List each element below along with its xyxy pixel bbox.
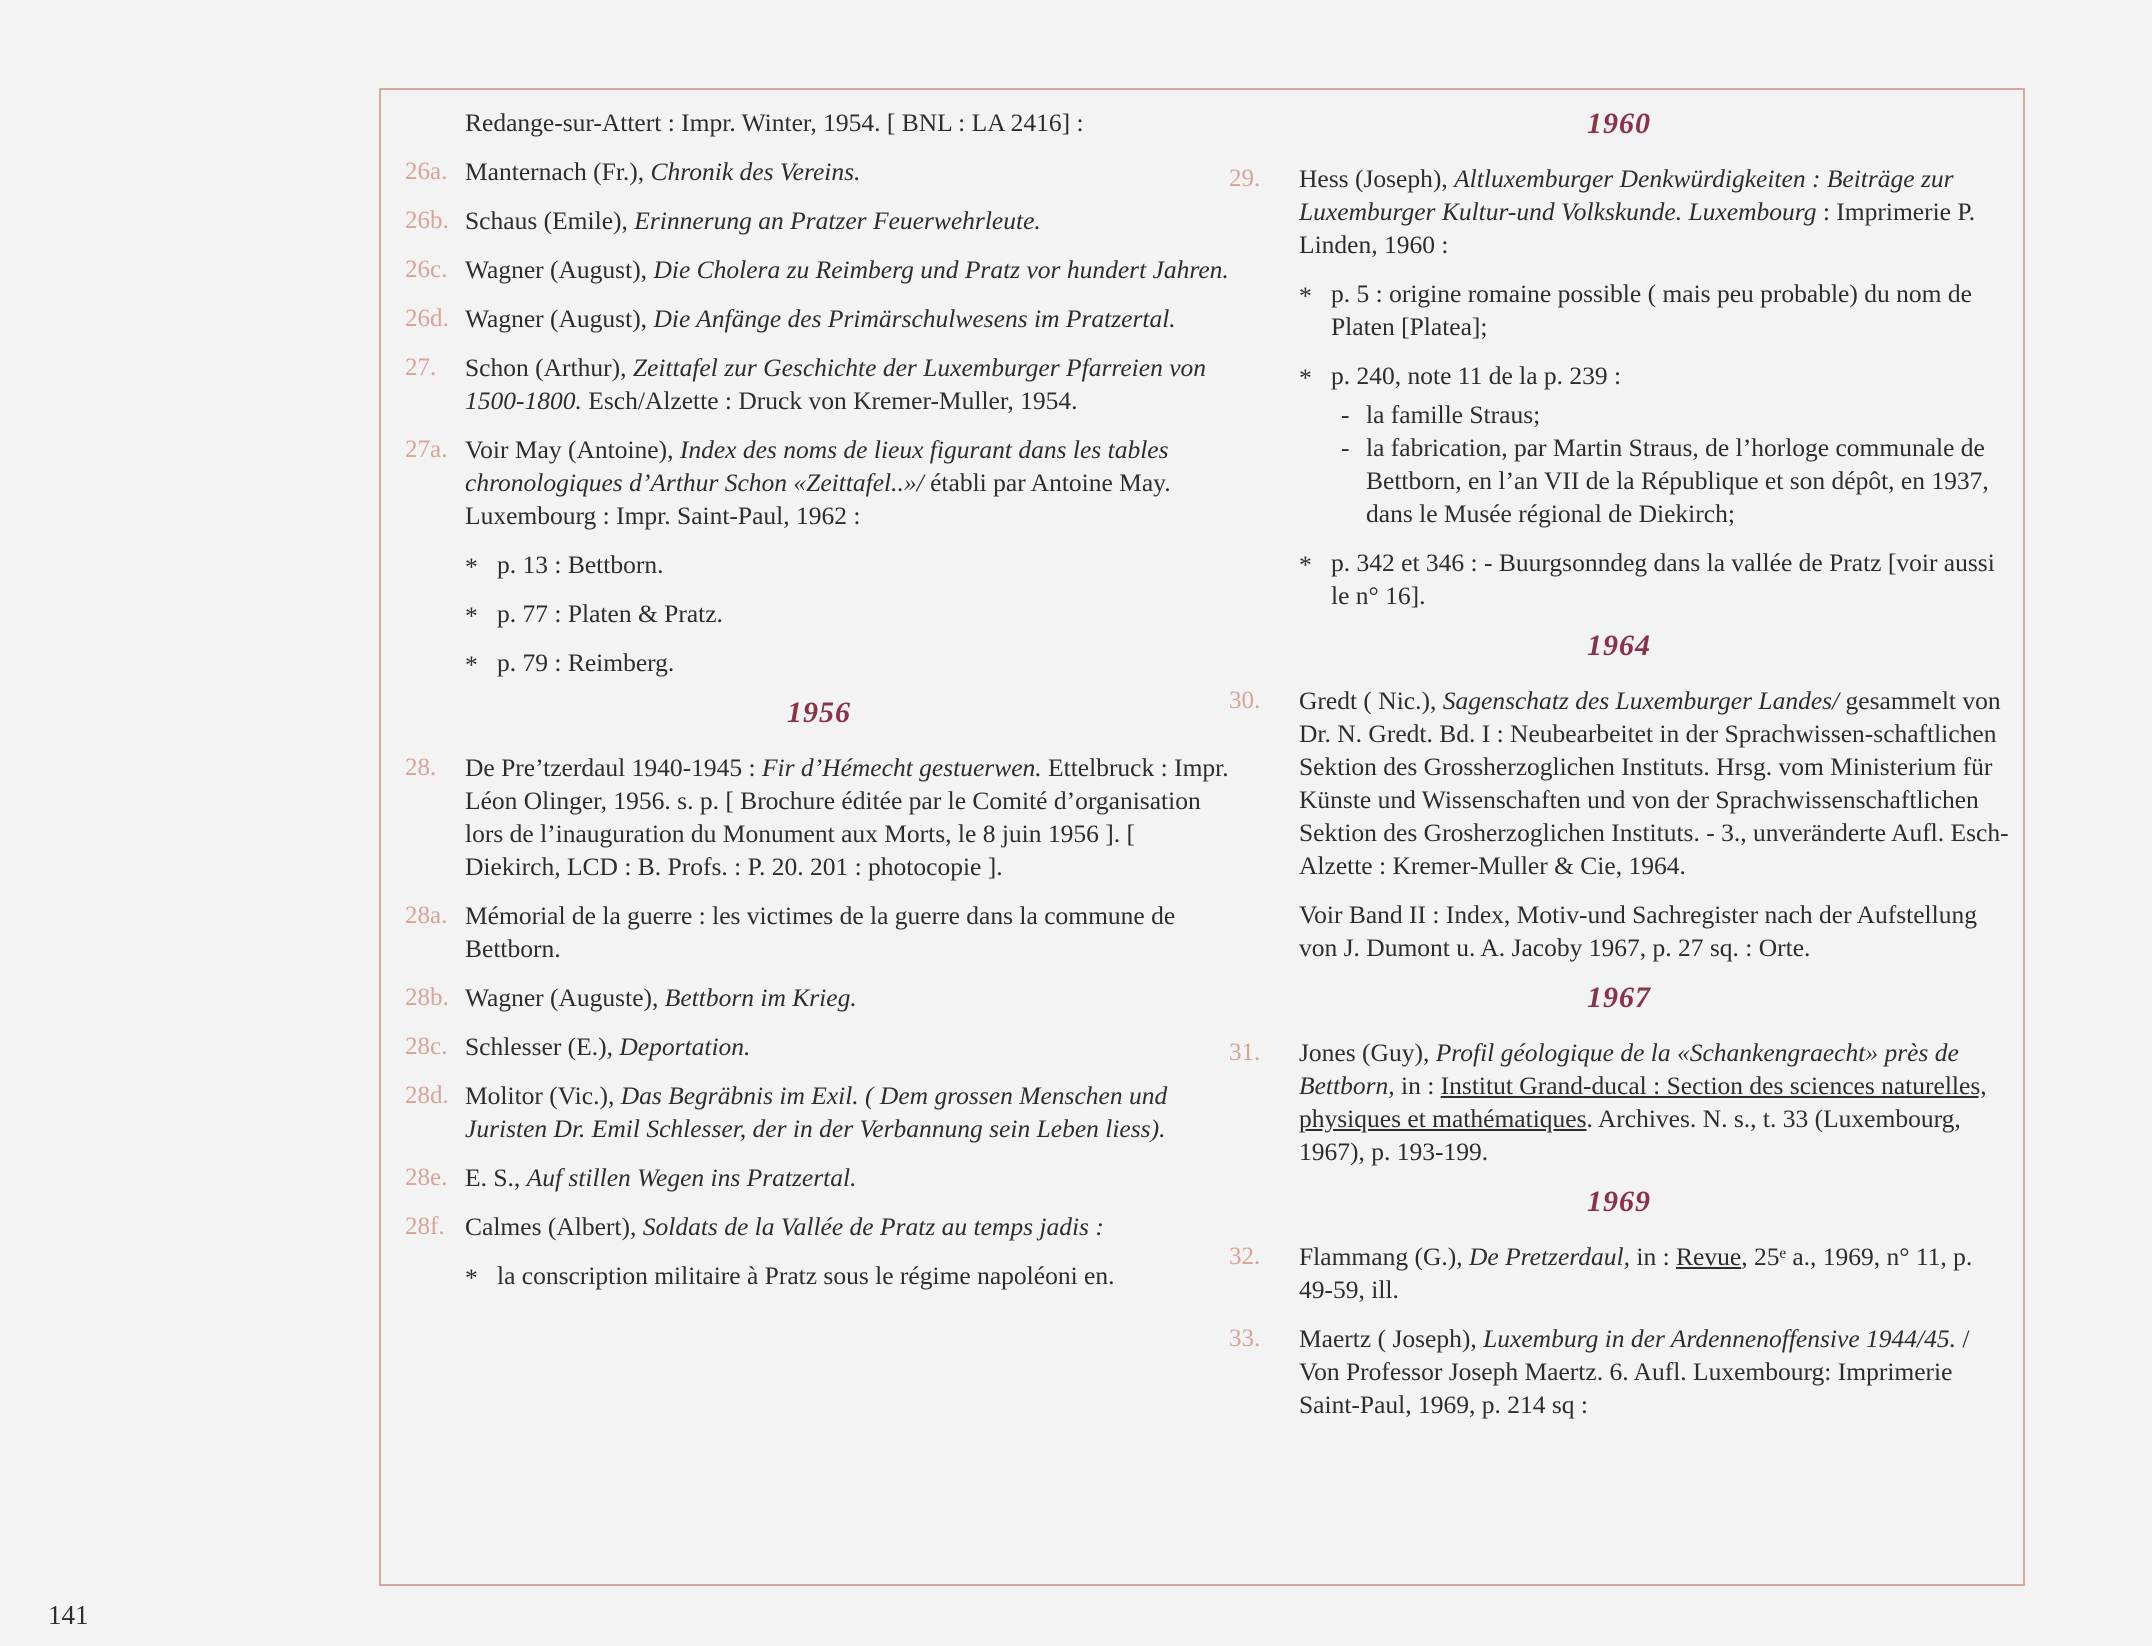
entry-number: 28a. [405,902,448,929]
entry-26a [405,155,1233,188]
entry-text: Manternach (Fr.), [465,157,651,186]
entry-title: Index des noms de lieux figurant dans les tables chronologiques d’Arthur Schon «Zeittafel..»/ [465,435,1169,497]
entry-number: 26c. [405,256,448,283]
right-column [1229,106,2009,1437]
entry-28 [405,751,1233,883]
entry-rest: établi par Antoine May. Luxembourg : Impr. Saint-Paul, 1962 : [465,468,1171,530]
entry-27a-items [405,548,1233,679]
entry-number: 27. [405,354,437,381]
entry-26c [405,253,1233,286]
list-item: * p. 79 : Reimberg. [465,648,675,679]
year-heading-1967: 1967 [1587,981,1651,1014]
entry-text: Wagner (August), [465,255,654,284]
page-number: 141 [48,1600,89,1630]
entry-rest: . Archives. N. s., t. 33 (Luxembourg, 1967), p. 193-199. [1299,1104,1961,1166]
entry-mid: in : [1629,1242,1677,1271]
entry-32 [1229,1240,2009,1306]
entry-title: Luxemburg in der Ardennenoffensive 1944/45. [1483,1324,1956,1353]
entry-title: De Pretzerdaul, [1468,1242,1630,1271]
entry-number: 28e. [405,1164,448,1191]
entry-28f-items [405,1259,1233,1292]
entry-28f [405,1210,1233,1243]
entry-number: 28. [405,754,437,781]
entry-mid: in : [1394,1071,1441,1100]
bibliography-frame [379,88,2025,1586]
entry-title: Profil géologique de la «Schankengraecht» près de Bettborn, [1299,1038,1959,1100]
entry-text: Hess (Joseph), [1299,164,1455,193]
sub-list-item: - la famille Straus; [1341,400,1541,429]
entry-number: 28c. [405,1033,448,1060]
entry-rest: , 25ᵉ a., 1969, n° 11, p. 49-59, ill. [1299,1242,1973,1304]
entry-continuation [405,106,1233,139]
entry-number: 29. [1229,165,1261,192]
entry-rest: Ettelbruck : Impr. Léon Olinger, 1956. s. p. [ Brochure éditée par le Comité d’organisation lors de l’inauguration du Monument aux Morts, le 8 juin 1956 ]. [ Diekirch, LCD : B. Profs. : P. 20. 201 : photocopie ]. [465,753,1229,881]
entry-rest: Esch/Alzette : Druck von Kremer-Muller, 1954. [581,386,1078,415]
entry-33 [1229,1322,2009,1421]
entry-26b [405,204,1233,237]
entry-text: Calmes (Albert), [465,1212,643,1241]
year-heading-1969: 1969 [1587,1185,1651,1218]
entry-text: Schlesser (E.), [465,1032,620,1061]
entry-number: 33. [1229,1325,1261,1352]
entry-text: Redange-sur-Attert : Impr. Winter, 1954. [ BNL : LA 2416] : [465,108,1084,137]
year-heading-1956: 1956 [787,696,851,729]
entry-number: 26b. [405,207,449,234]
entry-text: Wagner (Auguste), [465,983,665,1012]
entry-text: Jones (Guy), [1299,1038,1436,1067]
year-heading-1960: 1960 [1587,107,1651,140]
entry-number: 27a. [405,436,448,463]
entry-number: 28d. [405,1082,449,1109]
entry-29 [1229,162,2009,261]
entry-title: Soldats de la Vallée de Pratz au temps jadis : [642,1212,1104,1241]
entry-title: Auf stillen Wegen ins Pratzertal. [526,1163,857,1192]
entry-rest: gesammelt von Dr. N. Gredt. Bd. I : Neubearbeitet in der Sprachwissen-schaftlichen Sektion des Grossherzoglichen Instituts. Hrsg. vom Ministerium für Künste und Wissenschaften und von der Sprachwissenschaftlichen Sektion des Grosherzoglichen Instituts. - 3., unveränderte Aufl. Esch-Alzette : Kremer-Muller & Cie, 1964. [1299,686,2009,880]
entry-31 [1229,1036,2009,1168]
entry-text: Gredt ( Nic.), [1299,686,1443,715]
left-column [405,106,1233,1308]
entry-number: 31. [1229,1039,1261,1066]
entry-number: 26a. [405,158,448,185]
entry-title: Altluxemburger Denkwürdigkeiten : Beiträge zur Luxemburger Kultur-und Volkskunde. Luxembourg [1299,164,1954,226]
entry-title: Bettborn im Krieg. [664,983,857,1012]
list-item: * p. 5 : origine romaine possible ( mais peu probable) du nom de Platen [Platea]; [1299,279,1972,341]
entry-29-items [1229,277,2009,612]
entry-title: Das Begräbnis im Exil. ( Dem grossen Menschen und Juristen Dr. Emil Schlesser, der in der Verbannung sein Leben liess). [465,1081,1168,1143]
entry-text: Voir Band II : Index, Motiv-und Sachregister nach der Aufstellung von J. Dumont u. A. Jacoby 1967, p. 27 sq. : Orte. [1299,900,1977,962]
entry-text: Wagner (August), [465,304,654,333]
entry-number: 30. [1229,687,1261,714]
entry-title: Die Cholera zu Reimberg und Pratz vor hundert Jahren. [653,255,1229,284]
entry-number: 32. [1229,1243,1261,1270]
entry-26d [405,302,1233,335]
entry-number: 28f. [405,1213,445,1240]
entry-title: Fir d’Hémecht gestuerwen. [761,753,1042,782]
entry-title: Deportation. [619,1032,751,1061]
entry-title: Die Anfänge des Primärschulwesens im Pratzertal. [653,304,1176,333]
entry-text: Molitor (Vic.), [465,1081,621,1110]
entry-title: Erinnerung an Pratzer Feuerwehrleute. [634,206,1041,235]
list-item: * p. 240, note 11 de la p. 239 : [1299,361,1622,392]
entry-title: Chronik des Vereins. [650,157,861,186]
list-item: * p. 342 et 346 : - Buurgsonndeg dans la vallée de Pratz [voir aussi le n° 16]. [1299,548,1995,610]
entry-text: Mémorial de la guerre : les victimes de la guerre dans la commune de Bettborn. [465,901,1176,963]
entry-title: Zeittafel zur Geschichte der Luxemburger Pfarreien von 1500-1800. [465,353,1207,415]
entry-text: Voir May (Antoine), [465,435,680,464]
entry-28c [405,1030,1233,1063]
entry-27 [405,351,1233,417]
entry-text: Schon (Arthur), [465,353,633,382]
entry-rest: / Von Professor Joseph Maertz. 6. Aufl. Luxembourg: Imprimerie Saint-Paul, 1969, p. 214 sq : [1299,1324,1970,1419]
year-heading-1964: 1964 [1587,629,1651,662]
entry-number: 26d. [405,305,449,332]
entry-30 [1229,684,2009,882]
entry-text: Maertz ( Joseph), [1299,1324,1484,1353]
sub-list-item: - la fabrication, par Martin Straus, de l’horloge communale de Bettborn, en l’an VII de la République et son dépôt, en 1937, dans le Musée régional de Diekirch; [1341,433,1989,528]
entry-28d [405,1079,1233,1145]
entry-28b [405,981,1233,1014]
list-item: * p. 13 : Bettborn. [465,550,664,581]
entry-source: Institut Grand-ducal : Section des sciences naturelles, physiques et mathématiques [1299,1071,1987,1133]
entry-28e [405,1161,1233,1194]
entry-rest: : Imprimerie P. Linden, 1960 : [1299,197,1976,259]
list-item: * la conscription militaire à Pratz sous le régime napoléoni en. [465,1261,1115,1292]
entry-text: Flammang (G.), [1299,1242,1469,1271]
entry-30-continuation [1229,898,2009,964]
entry-text: Schaus (Emile), [465,206,635,235]
entry-28a [405,899,1233,965]
entry-text: De Pre’tzerdaul 1940-1945 : [465,753,762,782]
entry-title: Sagenschatz des Luxemburger Landes/ [1442,686,1840,715]
entry-number: 28b. [405,984,449,1011]
list-item: * p. 77 : Platen & Pratz. [465,599,723,630]
entry-source: Revue [1676,1242,1742,1271]
entry-27a [405,433,1233,532]
entry-text: E. S., [465,1163,527,1192]
